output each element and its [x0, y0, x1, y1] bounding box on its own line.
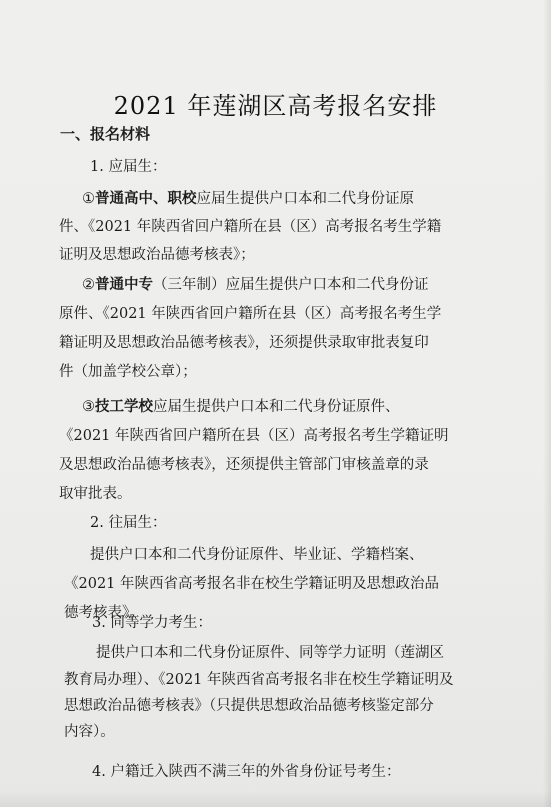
- item-1-line-3: 证明及思想政治品德考核表》；: [59, 247, 255, 263]
- item-3-bold-label: 技工学校: [95, 398, 153, 415]
- item-2-line-1-text: （三年制）应届生提供户口本和二代身份证: [153, 277, 429, 293]
- subheading-equivalent-students: 3. 同等学力考生：: [92, 615, 212, 631]
- subheading-out-of-province: 4. 户籍迁入陕西不满三年的外省身份证号考生：: [92, 764, 401, 780]
- item-1-line-2: 件、《2021 年陕西省回户籍所在县（区）高考报名考生学籍: [59, 219, 442, 235]
- item-3-line-2: 《2021 年陕西省回户籍所在县（区）高考报名考生学籍证明: [59, 428, 449, 444]
- item-2-line-1: [82, 276, 429, 294]
- item-1-line-1-text: 应届生提供户口本和二代身份证原: [196, 191, 414, 207]
- sub3-line-1: 提供户口本和二代身份证原件、同等学力证明（莲湖区: [96, 645, 444, 661]
- page-right-shadow: [543, 0, 551, 807]
- item-3-line-4: 取审批表。: [59, 486, 132, 502]
- sub2-line-2: 《2021 年陕西省高考报名非在校生学籍证明及思想政治品: [64, 576, 440, 592]
- sub2-line-1: 提供户口本和二代身份证原件、毕业证、学籍档案、: [90, 547, 424, 563]
- item-2-line-3: 籍证明及思想政治品德考核表》，还须提供录取审批表复印: [59, 335, 429, 351]
- sub3-line-3: 思想政治品德考核表》（只提供思想政治品德考核鉴定部分: [64, 698, 434, 714]
- item-2-bold-label: 普通中专: [95, 276, 153, 293]
- section-heading-materials: 一、报名材料: [60, 125, 151, 143]
- item-2-marker: ②: [82, 277, 95, 293]
- sub3-line-4: 内容）。: [64, 724, 115, 740]
- sub2-line-3: 德考核表》。: [64, 605, 144, 621]
- item-3-line-1-text: 应届生提供户口本和二代身份证原件、: [153, 399, 400, 415]
- item-3-line-3: 及思想政治品德考核表》，还须提供主管部门审核盖章的录: [59, 457, 429, 473]
- item-2-line-2: 原件、《2021 年陕西省回户籍所在县（区）高考报名考生学: [59, 306, 442, 322]
- item-1-marker: ①: [82, 191, 95, 207]
- page-bottom-shadow: [0, 791, 551, 807]
- document-title: 2021 年莲湖区高考报名安排: [113, 92, 438, 120]
- subheading-previous-graduates: 2. 往届生：: [90, 515, 167, 531]
- item-2-line-4: 件（加盖学校公章）；: [59, 364, 197, 380]
- item-1-line-1: [82, 190, 414, 208]
- sub3-line-2: 教育局办理）、《2021 年陕西省高考报名非在校生学籍证明及: [64, 672, 454, 688]
- item-3-line-1: [82, 398, 400, 416]
- subheading-current-students: 1. 应届生：: [90, 159, 167, 175]
- item-3-marker: ③: [82, 399, 95, 415]
- item-1-bold-label: 普通高中、职校: [95, 190, 197, 207]
